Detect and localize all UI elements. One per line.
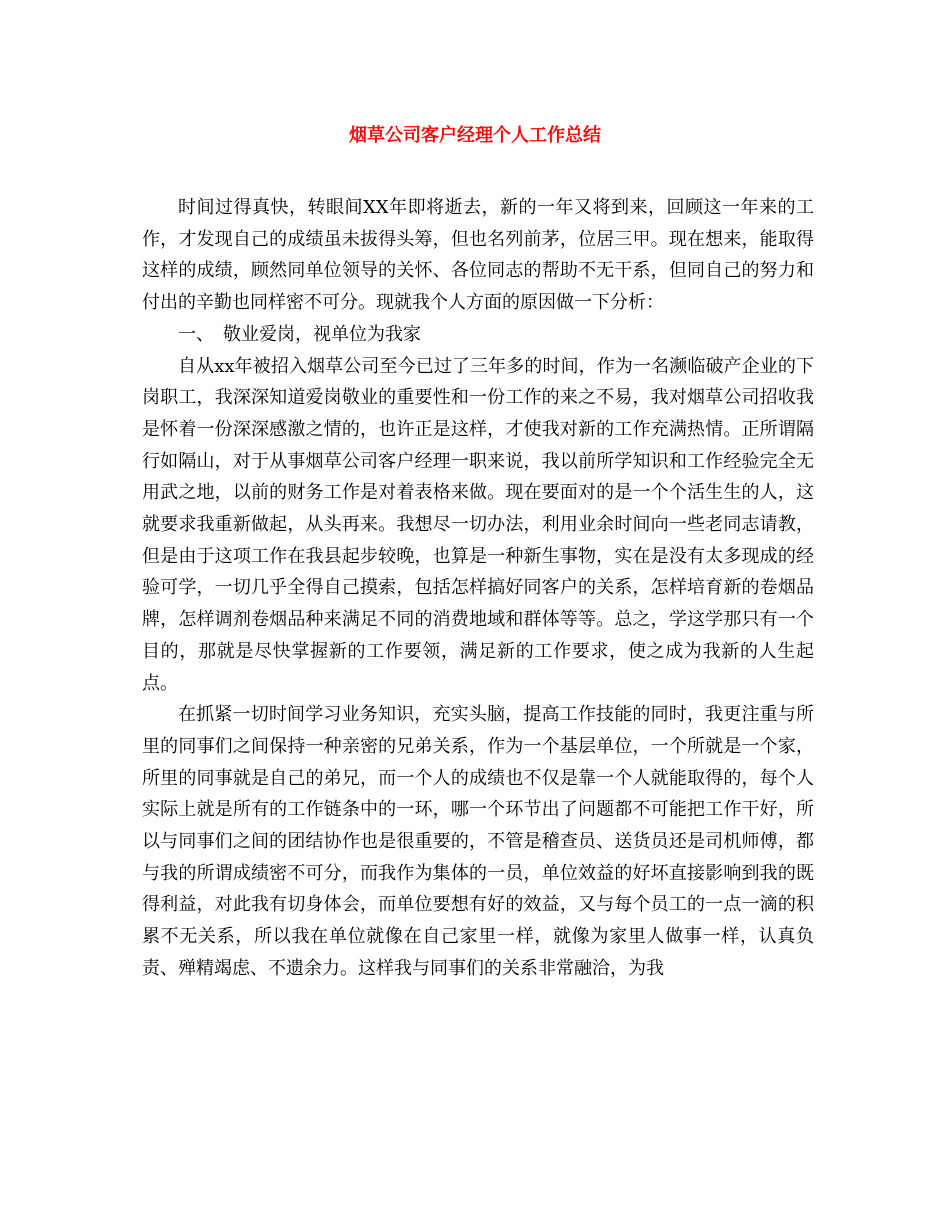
document-title: 烟草公司客户经理个人工作总结	[349, 125, 601, 146]
intro-paragraph: 时间过得真快，转眼间XX年即将逝去，新的一年又将到来，回顾这一年来的工作，才发现自己的成绩虽未拔得头筹，但也名列前茅，位居三甲。现在想来，能取得这样的成绩，顾然同单位领导的关怀、各位同志的帮助不无干系，但同自己的努力和付出的辛勤也同样密不可分。现就我个人方面的原因做一下分析：	[142, 197, 814, 314]
section-heading-1: 一、 敬业爱岗，视单位为我家	[178, 323, 421, 345]
document-body	[142, 192, 814, 985]
body-paragraph-2: 在抓紧一切时间学习业务知识，充实头脑，提高工作技能的同时，我更注重与所里的同事们之间保持一种亲密的兄弟关系，作为一个基层单位，一个所就是一个家，所里的同事就是自己的弟兄，而一个人的成绩也不仅是靠一个人就能取得的，每个人实际上就是所有的工作链条中的一环，哪一个环节出了问题都不可能把工作干好，所以与同事们之间的团结协作也是很重要的，不管是稽查员、送货员还是司机师傅，都与我的所谓成绩密不可分，而我作为集体的一员，单位效益的好坏直接影响到我的既得利益，对此我有切身体会，而单位要想有好的效益，又与每个员工的一点一滴的积累不无关系，所以我在单位就像在自己家里一样，就像为家里人做事一样，认真负责、殚精竭虑、不遗余力。这样我与同事们的关系非常融洽，为我	[142, 704, 814, 979]
body-paragraph-1: 自从xx年被招入烟草公司至今已过了三年多的时间，作为一名濒临破产企业的下岗职工，我深深知道爱岗敬业的重要性和一份工作的来之不易，我对烟草公司招收我是怀着一份深深感激之情的，也许正是这样，才使我对新的工作充满热情。正所谓隔行如隔山，对于从事烟草公司客户经理一职来说，我以前所学知识和工作经验完全无用武之地，以前的财务工作是对着表格来做。现在要面对的是一个个活生生的人，这就要求我重新做起，从头再来。我想尽一切办法，利用业余时间向一些老同志请教，但是由于这项工作在我县起步较晚，也算是一种新生事物，实在是没有太多现成的经验可学，一切几乎全得自己摸索，包括怎样搞好同客户的关系，怎样培育新的卷烟品牌，怎样调剂卷烟品种来满足不同的消费地域和群体等等。总之，学这学那只有一个目的，那就是尽快掌握新的工作要领，满足新的工作要求，使之成为我新的人生起点。	[142, 355, 814, 694]
